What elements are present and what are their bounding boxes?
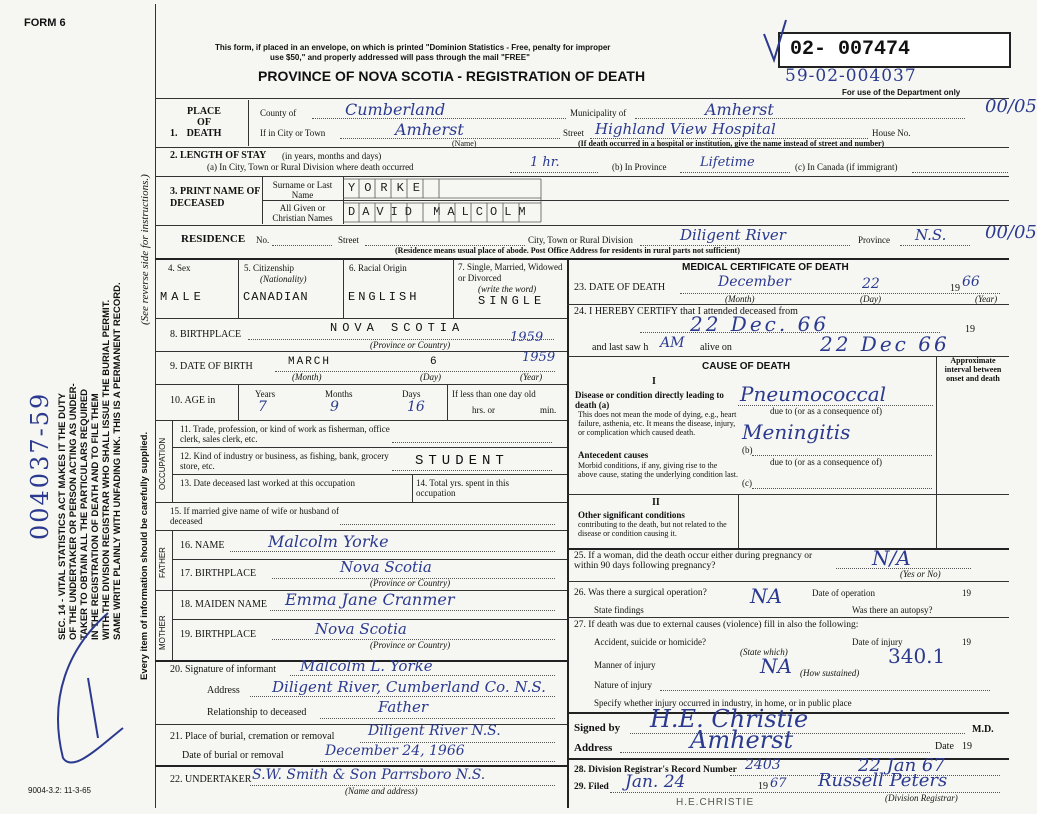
attended-from-date[interactable]: 22 Dec. 66 — [690, 312, 830, 336]
alive-on-label: alive on — [700, 342, 732, 353]
given-field[interactable]: DAVID MALCOLM — [348, 205, 533, 219]
spouse-label: 15. If married give name of wife or husband of deceased — [170, 506, 339, 526]
alive-label: and last saw h — [592, 342, 649, 353]
law-text-1: SEC. 14 - VITAL STATISTICS ACT MAKES IT THE DUTY — [57, 392, 68, 640]
injury-year-prefix: 19 — [962, 637, 971, 647]
mother-birthplace-label: 19. BIRTHPLACE — [180, 629, 257, 640]
death-day-field[interactable]: 22 — [862, 276, 880, 292]
birthplace-sub: (Province or Country) — [370, 340, 451, 350]
manner-field[interactable]: NA — [760, 654, 792, 678]
other-note: contributing to the death, but not related to the disease or condition causing it. — [578, 520, 727, 538]
law-text-5: WITH THE DIVISION REGISTRAR WHO SHALL ISSUE THE BURIAL PERMIT. — [101, 299, 112, 640]
stamp-name: H.E.CHRISTIE — [676, 797, 755, 808]
physician-address-label: Address — [574, 742, 613, 754]
death-year-field[interactable]: 66 — [962, 274, 980, 290]
dob-year[interactable]: 1959 — [522, 350, 556, 365]
dob-day[interactable]: 6 — [430, 356, 437, 368]
md-label: M.D. — [972, 724, 994, 735]
birthplace-label: 8. BIRTHPLACE — [170, 329, 242, 340]
month-sub-2: (Month) — [725, 294, 755, 304]
burial-place-field[interactable]: Diligent River N.S. — [368, 723, 501, 739]
hrs-label: hrs. or — [472, 405, 495, 415]
stay-a-field[interactable]: 1 hr. — [530, 155, 560, 170]
law-text-6: SAME WRITE PLAINLY WITH UNFADING INK. THIS IS A PERMANENT RECORD. — [112, 282, 123, 640]
sign-date-label: Date — [935, 741, 954, 752]
marital-field[interactable]: SINGLE — [478, 294, 546, 308]
relationship-label: Relationship to deceased — [207, 707, 307, 718]
residence-province-label: Province — [858, 235, 890, 245]
age-label: 10. AGE in — [170, 395, 216, 406]
house-label: House No. — [872, 128, 911, 138]
marital-label: 7. Single, Married, Widowed or Divorced (write the word) — [458, 262, 563, 294]
age-years-label: Years — [255, 389, 276, 399]
age-days-label: Days — [402, 389, 421, 399]
other-label: Other significant conditions — [578, 510, 685, 520]
surname-label: Surname or Last Name — [272, 180, 333, 200]
registrar-record-date[interactable]: 22 Jan 67 — [858, 755, 945, 776]
place-label: 1. PLACE OF DEATH — [170, 106, 222, 139]
cause-b-field[interactable]: Meningitis — [742, 420, 851, 444]
year-prefix-2: 19 — [965, 324, 975, 335]
findings-label: State findings — [594, 605, 644, 615]
margin-mark-icon — [28, 608, 138, 778]
less-day-label: If less than one day old — [452, 389, 536, 399]
citizenship-label: 5. Citizenship (Nationality) — [244, 263, 307, 284]
part-ii-label: II — [652, 497, 660, 508]
residence-city-field[interactable]: Diligent River — [680, 226, 786, 244]
burial-date-field[interactable]: December 24, 1966 — [325, 743, 465, 759]
law-text-2: OF THE UNDERTAKER OR PERSON ACTING AS UNDER- — [68, 383, 79, 640]
father-birthplace-field[interactable]: Nova Scotia — [340, 558, 432, 576]
age-years-field[interactable]: 7 — [258, 399, 267, 415]
racial-label: 6. Racial Origin — [349, 263, 407, 273]
racial-field[interactable]: ENGLISH — [348, 290, 420, 304]
informant-signature[interactable]: Malcolm L. Yorke — [300, 657, 433, 675]
medical-title: MEDICAL CERTIFICATE OF DEATH — [682, 262, 849, 273]
how-sustained-sub: (How sustained) — [800, 668, 860, 678]
municipality-label: Municipality of — [570, 108, 627, 118]
filed-year[interactable]: 67 — [770, 776, 787, 791]
signed-by-label: Signed by — [574, 722, 621, 734]
name-label: 3. PRINT NAME OF DECEASED — [170, 186, 260, 209]
stay-sub: (in years, months and days) — [282, 151, 382, 161]
year-sub-2: (Year) — [975, 294, 998, 304]
registration-number-box — [778, 32, 1011, 68]
cause-c-mark: (c) — [742, 478, 752, 488]
street-field[interactable]: Highland View Hospital — [595, 120, 776, 138]
surgery-question: 26. Was there a surgical operation? — [574, 588, 707, 598]
injury-date-label: Date of injury — [852, 637, 903, 647]
department-number: 59-02-004037 — [785, 66, 917, 86]
disease-label: Disease or condition directly leading to death (a) — [575, 390, 724, 410]
mother-name-field[interactable]: Emma Jane Cranmer — [285, 590, 455, 609]
age-months-label: Months — [325, 389, 353, 399]
margin-code-2: 00/05 — [985, 222, 1037, 243]
yes-no-sub: (Yes or No) — [900, 569, 941, 579]
burial-place-label: 21. Place of burial, cremation or removal — [170, 731, 335, 742]
industry-label: 12. Kind of industry or business, as fishing, bank, grocery store, etc. — [180, 451, 389, 471]
father-name-field[interactable]: Malcolm Yorke — [268, 532, 389, 551]
accident-label: Accident, suicide or homicide? — [594, 637, 706, 647]
year-sub: (Year) — [520, 372, 543, 382]
death-month-field[interactable]: December — [718, 274, 791, 290]
side-record-number: 004037-59 — [26, 391, 54, 540]
op-year-prefix: 19 — [962, 588, 971, 598]
instruction-text-2: Every item of information should be carefully supplied. — [139, 431, 150, 680]
residence-street-label: Street — [338, 235, 359, 245]
hospital-note: (If death occurred in a hospital or institution, give the name instead of street and number) — [578, 139, 885, 148]
burial-date-label: Date of burial or removal — [182, 750, 284, 761]
certify-label: 24. I HEREBY CERTIFY that I attended deceased from — [574, 306, 798, 317]
alive-time[interactable]: AM — [660, 335, 685, 351]
residence-no-label: No. — [256, 235, 270, 245]
filed-date[interactable]: Jan. 24 — [625, 772, 686, 792]
sex-field[interactable]: MALE — [160, 290, 205, 304]
citizenship-field[interactable]: CANADIAN — [243, 290, 309, 304]
county-label: County of — [260, 108, 297, 118]
dob-label: 9. DATE OF BIRTH — [170, 361, 253, 372]
undertaker-label: 22. UNDERTAKER — [170, 774, 252, 785]
mother-birthplace-sub: (Province or Country) — [370, 640, 451, 650]
mother-section-label: MOTHER — [158, 615, 167, 650]
given-label: All Given or Christian Names — [272, 203, 333, 223]
envelope-note-2: use $50," and properly addressed will pass through the mail "FREE" — [270, 53, 530, 62]
residence-province-field[interactable]: N.S. — [915, 226, 947, 244]
street-label: Street — [563, 128, 584, 138]
residence-label: RESIDENCE — [181, 233, 246, 245]
total-years-label: 14. Total yrs. spent in this occupation — [416, 478, 509, 498]
cause-title: CAUSE OF DEATH — [702, 361, 791, 372]
age-months-field[interactable]: 9 — [330, 399, 339, 415]
municipality-field[interactable]: Amherst — [705, 100, 774, 119]
birthyear-correction: 1959 — [510, 330, 544, 345]
cause-code: 340.1 — [888, 644, 946, 668]
min-label: min. — [540, 405, 557, 415]
form-code: 9004-3.2: 11-3-65 — [28, 786, 92, 795]
manner-label: Manner of injury — [594, 660, 656, 670]
stay-b-field[interactable]: Lifetime — [700, 155, 755, 170]
interval-label: Approximate interval between onset and death — [944, 356, 1002, 383]
relationship-field[interactable]: Father — [378, 698, 429, 716]
month-sub: (Month) — [292, 372, 322, 382]
registrar-sub: (Division Registrar) — [885, 793, 958, 803]
sex-label: 4. Sex — [168, 263, 191, 273]
informant-sig-label: 20. Signature of informant — [170, 664, 277, 675]
undertaker-field[interactable]: S.W. Smith & Son Parrsboro N.S. — [252, 767, 486, 783]
cause-a-field[interactable]: Pneumococcal — [740, 382, 887, 406]
form-number: FORM 6 — [24, 17, 66, 29]
cause-b-mark: (b) — [742, 445, 753, 455]
physician-signature[interactable]: H.E. Christie — [650, 705, 809, 733]
department-note: For use of the Department only — [842, 88, 961, 97]
check-mark-icon — [760, 16, 790, 66]
antecedent-note: Morbid conditions, if any, giving rise to the above cause, stating the underlying condition last. — [578, 461, 738, 479]
last-worked-label: 13. Date deceased last worked at this occupation — [180, 478, 355, 488]
surname-field[interactable]: YORKE — [348, 181, 430, 195]
due-to-a: due to (or as a consequence of) — [770, 406, 882, 416]
law-text-3: TAKER TO OBTAIN ALL THE PARTICULARS REQUIRED — [79, 388, 90, 640]
disease-note: This does not mean the mode of dying, e.g., heart failure, asthenia, etc. It means the disease, injury, or complication which caused death. — [578, 410, 737, 437]
city-sub: (Name) — [452, 139, 477, 148]
instruction-text: (See reverse side for instructions.) — [139, 174, 151, 325]
birthplace-field[interactable]: NOVA SCOTIA — [330, 321, 465, 335]
mother-name-label: 18. MAIDEN NAME — [180, 599, 267, 610]
filed-label: 29. Filed — [574, 782, 609, 792]
filed-year-prefix: 19 — [758, 781, 768, 792]
last-seen-date[interactable]: 22 Dec 66 — [820, 332, 950, 356]
envelope-note: This form, if placed in an envelope, on which is printed "Dominion Statistics - Free, penalty for improper — [215, 43, 611, 52]
father-birthplace-sub: (Province or Country) — [370, 578, 451, 588]
margin-code-1: 00/05 — [985, 96, 1037, 117]
registrar-record-label: 28. Division Registrar's Record Number — [574, 765, 737, 775]
form-title: PROVINCE OF NOVA SCOTIA - REGISTRATION OF DEATH — [258, 68, 646, 84]
specify-label: Specify whether injury occurred in industry, in home, or in public place — [594, 698, 852, 708]
father-section-label: FATHER — [158, 547, 167, 578]
physician-address[interactable]: Amherst — [690, 726, 794, 754]
dob-month[interactable]: MARCH — [288, 356, 332, 368]
undertaker-sub: (Name and address) — [345, 786, 418, 796]
death-year-prefix: 19 — [950, 283, 960, 294]
age-days-field[interactable]: 16 — [407, 399, 425, 415]
state-which-sub: (State which) — [740, 647, 788, 657]
informant-address[interactable]: Diligent River, Cumberland Co. N.S. — [272, 678, 546, 696]
surgery-answer[interactable]: NA — [750, 584, 782, 608]
law-text-4: IN THE REGISTRATION OF DEATH AND TO FILE THEM — [90, 393, 101, 640]
day-sub-2: (Day) — [860, 294, 881, 304]
residence-note: (Residence means usual place of abode. Post Office Address for residents in rural parts not sufficient) — [395, 246, 740, 255]
stay-c-label: (c) In Canada (if immigrant) — [795, 162, 898, 172]
pregnancy-question: 25. If a woman, did the death occur either during pregnancy or within 90 days following pregnancy? — [574, 551, 813, 571]
external-causes-label: 27. If death was due to external causes (violence) fill in also the following: — [574, 620, 859, 630]
mother-birthplace-field[interactable]: Nova Scotia — [315, 620, 407, 638]
stay-label: 2. LENGTH OF STAY — [170, 150, 267, 161]
day-sub: (Day) — [420, 372, 441, 382]
stay-b-label: (b) In Province — [612, 162, 667, 172]
industry-field[interactable]: STUDENT — [415, 453, 509, 469]
sign-year-prefix: 19 — [962, 741, 972, 752]
registration-number: 02- 007474 — [790, 38, 911, 61]
city-label: If in City or Town — [260, 128, 326, 138]
op-date-label: Date of operation — [812, 588, 875, 598]
father-name-label: 16. NAME — [180, 540, 225, 551]
autopsy-label: Was there an autopsy? — [852, 605, 933, 615]
part-i-label: I — [652, 376, 656, 387]
antecedent-label: Antecedent causes — [578, 450, 649, 460]
division-registrar-signature[interactable]: Russell Peters — [818, 770, 948, 791]
city-field[interactable]: Amherst — [395, 120, 464, 139]
informant-address-label: Address — [207, 685, 240, 696]
father-birthplace-label: 17. BIRTHPLACE — [180, 568, 257, 579]
registrar-record-number[interactable]: 2403 — [745, 757, 781, 773]
name-character-grid — [343, 178, 543, 224]
residence-city-label: City, Town or Rural Division — [528, 235, 633, 245]
trade-label: 11. Trade, profession, or kind of work as fisherman, office clerk, sales clerk, etc. — [180, 424, 390, 444]
stay-a-label: (a) In City, Town or Rural Division where death occurred — [207, 162, 414, 172]
due-to-b: due to (or as a consequence of) — [770, 457, 882, 467]
nature-label: Nature of injury — [594, 680, 652, 690]
county-field[interactable]: Cumberland — [345, 100, 446, 119]
pregnancy-answer[interactable]: N/A — [872, 546, 911, 570]
death-date-label: 23. DATE OF DEATH — [574, 282, 666, 293]
occupation-section-label: OCCUPATION — [158, 437, 167, 490]
